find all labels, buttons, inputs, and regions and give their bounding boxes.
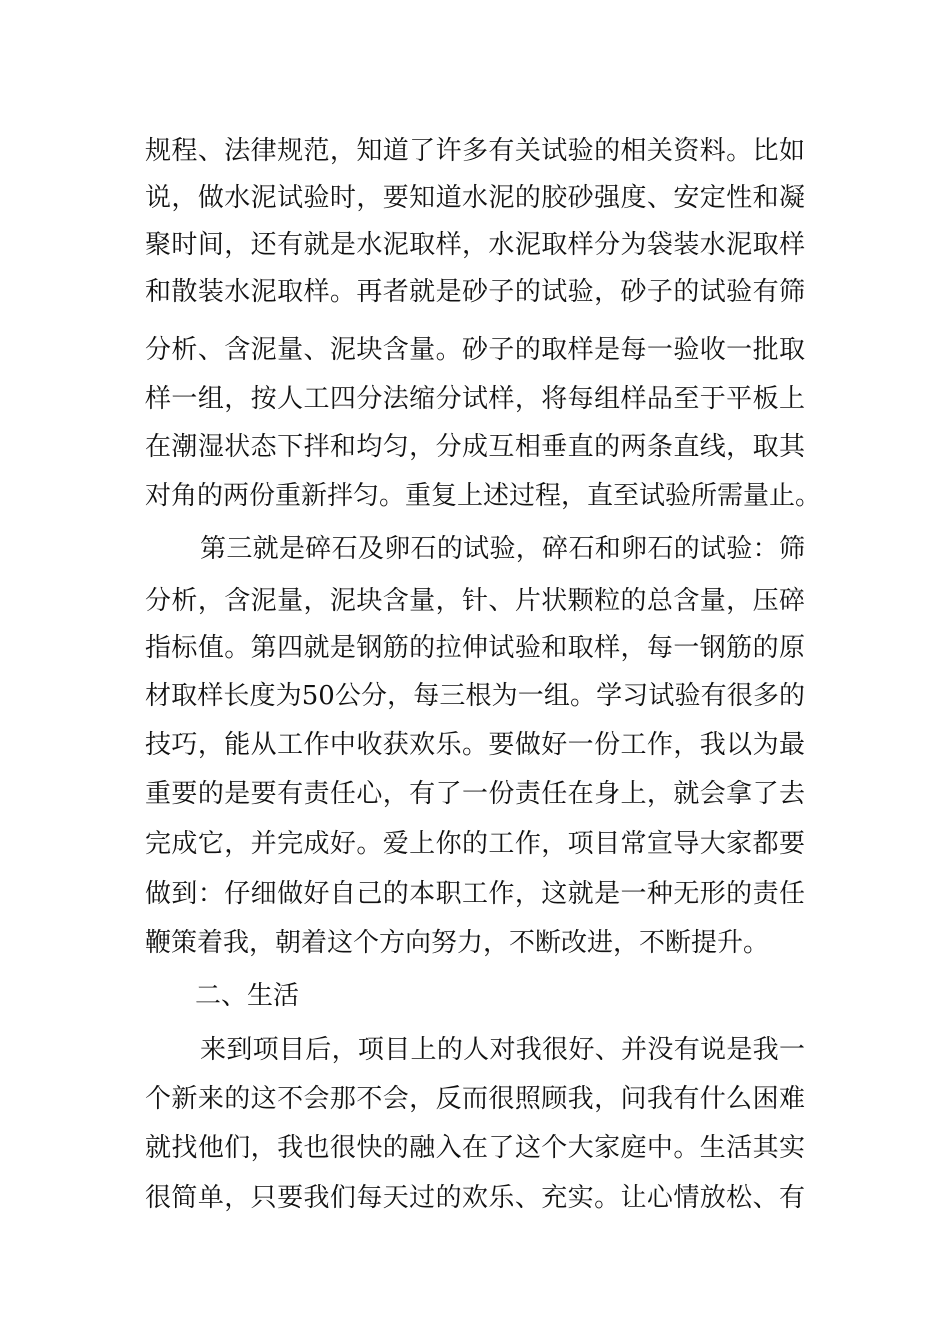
text-line: 做到：仔细做好自己的本职工作，这就是一种无形的责任	[145, 879, 805, 909]
text-line: 材取样长度为50公分，每三根为一组。学习试验有很多的	[145, 681, 805, 711]
text-line: 样一组，按人工四分法缩分试样，将每组样品至于平板上	[145, 384, 805, 414]
text-line: 在潮湿状态下拌和均匀，分成互相垂直的两条直线，取其	[145, 432, 805, 462]
text-line: 分析，含泥量，泥块含量，针、片状颗粒的总含量，压碎	[145, 586, 805, 616]
paragraph-first-line: 来到项目后，项目上的人对我很好、并没有说是我一	[200, 1035, 805, 1065]
text-line: 个新来的这不会那不会，反而很照顾我，问我有什么困难	[145, 1084, 805, 1114]
text-line: 鞭策着我，朝着这个方向努力，不断改进，不断提升。	[145, 928, 770, 958]
text-line: 说，做水泥试验时，要知道水泥的胶砂强度、安定性和凝	[145, 183, 805, 213]
text-line: 指标值。第四就是钢筋的拉伸试验和取样，每一钢筋的原	[145, 633, 805, 663]
text-line: 完成它，并完成好。爱上你的工作，项目常宣导大家都要	[145, 829, 805, 859]
text-line: 聚时间，还有就是水泥取样，水泥取样分为袋装水泥取样	[145, 230, 805, 260]
text-line: 规程、法律规范，知道了许多有关试验的相关资料。比如	[145, 136, 805, 166]
paragraph-first-line: 第三就是碎石及卵石的试验，碎石和卵石的试验：筛	[200, 534, 805, 564]
section-heading: 二、生活	[195, 981, 300, 1011]
text-line: 重要的是要有责任心，有了一份责任在身上，就会拿了去	[145, 779, 805, 809]
text-line: 对角的两份重新拌匀。重复上述过程，直至试验所需量止。	[145, 481, 822, 511]
text-line: 技巧，能从工作中收获欢乐。要做好一份工作，我以为最	[145, 730, 805, 760]
text-line: 分析、含泥量、泥块含量。砂子的取样是每一验收一批取	[145, 335, 805, 365]
text-line: 很简单，只要我们每天过的欢乐、充实。让心情放松、有	[145, 1183, 805, 1213]
text-line: 和散装水泥取样。再者就是砂子的试验，砂子的试验有筛	[145, 277, 805, 307]
text-line: 就找他们，我也很快的融入在了这个大家庭中。生活其实	[145, 1133, 805, 1163]
